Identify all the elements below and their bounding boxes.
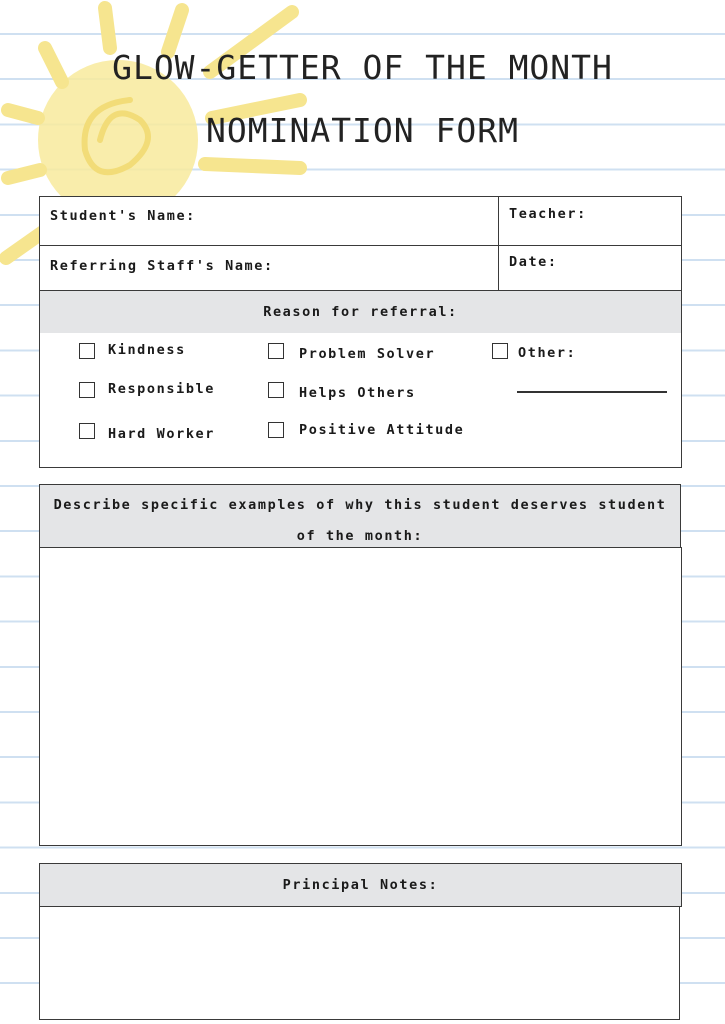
description-header: Describe specific examples of why this student deserves student of the month: (39, 484, 681, 549)
teacher-field[interactable]: Teacher: (509, 206, 587, 222)
other-label: Other: (518, 345, 577, 361)
problem-solver-checkbox[interactable] (268, 343, 284, 359)
kindness-label: Kindness (108, 342, 186, 358)
hard-worker-label: Hard Worker (108, 426, 216, 442)
info-column-divider (498, 196, 499, 291)
student-name-field[interactable]: Student's Name: (50, 208, 196, 224)
info-row-divider (39, 245, 682, 246)
date-field[interactable]: Date: (509, 254, 558, 270)
referring-staff-field[interactable]: Referring Staff's Name: (50, 258, 274, 274)
kindness-checkbox[interactable] (79, 343, 95, 359)
responsible-label: Responsible (108, 381, 216, 397)
hard-worker-checkbox[interactable] (79, 423, 95, 439)
problem-solver-label: Problem Solver (299, 346, 436, 362)
principal-notes-area[interactable] (39, 906, 680, 1020)
other-write-in-line[interactable] (517, 391, 667, 393)
other-checkbox[interactable] (492, 343, 508, 359)
form-title-line-2: NOMINATION FORM (205, 111, 519, 150)
principal-notes-header: Principal Notes: (39, 863, 682, 907)
referral-header: Reason for referral: (39, 290, 682, 334)
positive-attitude-label: Positive Attitude (299, 422, 465, 438)
helps-others-label: Helps Others (299, 385, 416, 401)
description-area[interactable] (39, 547, 682, 846)
positive-attitude-checkbox[interactable] (268, 422, 284, 438)
responsible-checkbox[interactable] (79, 382, 95, 398)
form-title-line-1: GLOW-GETTER OF THE MONTH (112, 48, 613, 87)
helps-others-checkbox[interactable] (268, 382, 284, 398)
